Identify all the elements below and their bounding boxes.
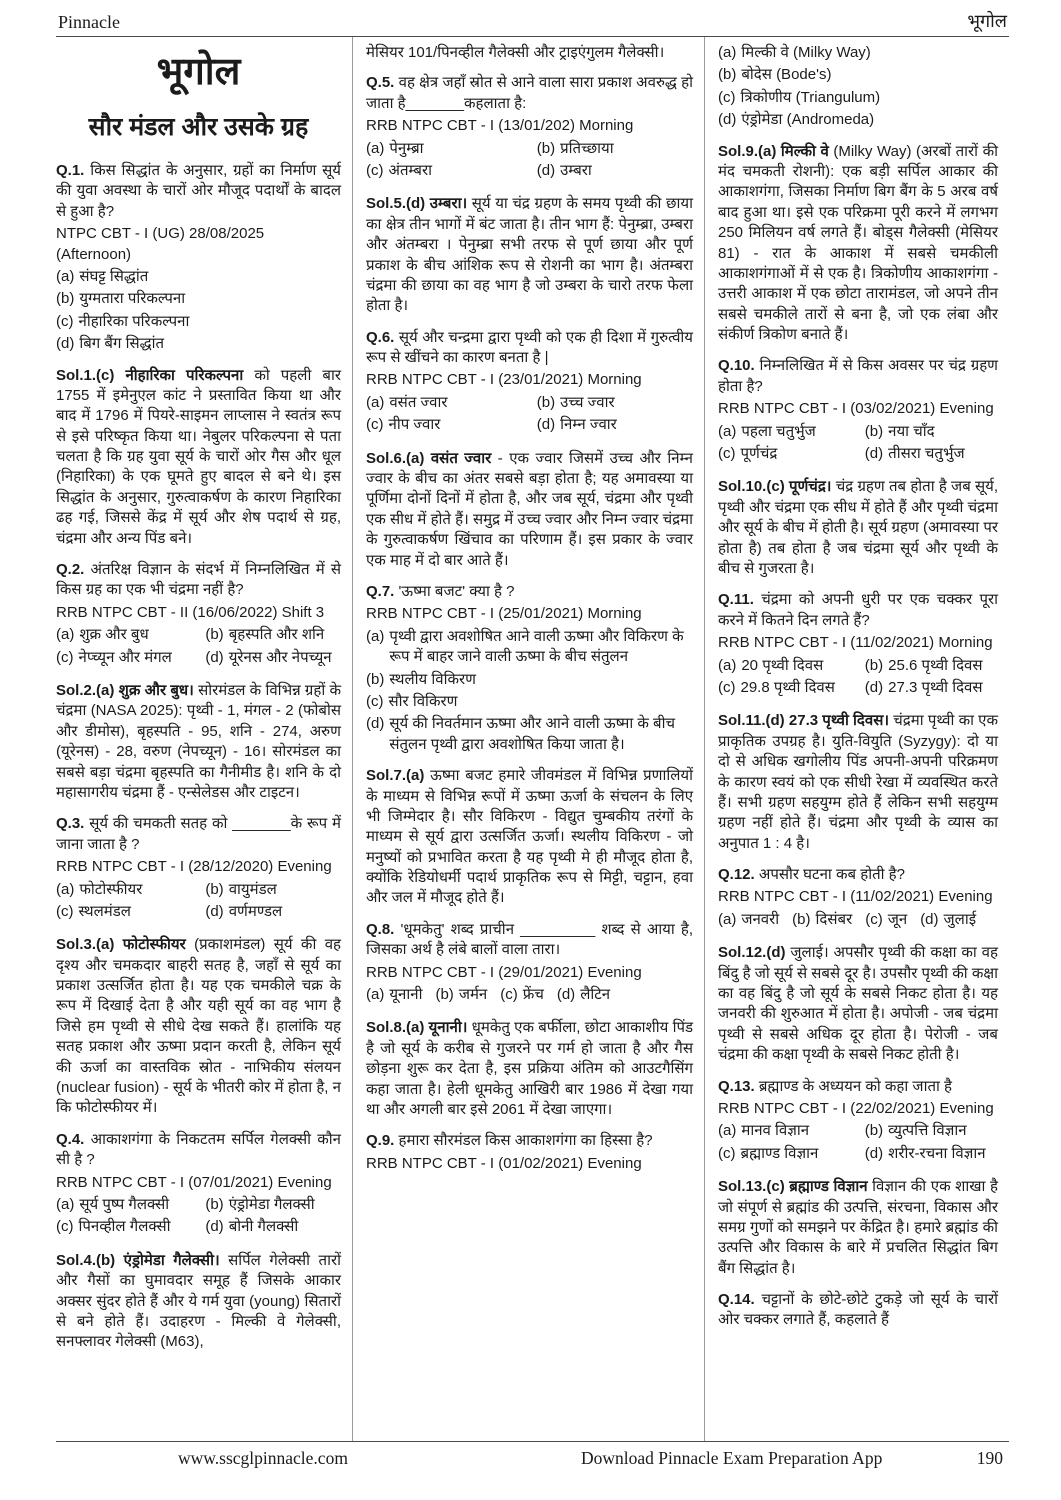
solution-number: Sol.13.(c) xyxy=(718,1178,785,1196)
option-text: बोनी गैलक्सी xyxy=(228,1218,299,1236)
option-key: (a) xyxy=(366,139,385,157)
options-list xyxy=(718,1121,998,1166)
option-key: (c) xyxy=(500,986,518,1004)
option-key: (c) xyxy=(718,1144,736,1162)
option-key: (a) xyxy=(718,44,737,61)
option-text: फोटोस्फीयर xyxy=(79,880,143,898)
question-text: आकाशगंगा के निकटतम सर्पिल गेलक्सी कौन सी है ? xyxy=(56,1130,341,1169)
option-text: वर्णमण्डल xyxy=(228,902,283,920)
question xyxy=(718,356,998,397)
option-item xyxy=(366,670,693,690)
options-list xyxy=(718,656,998,701)
option-key: (b) xyxy=(864,656,884,674)
exam-source: NTPC CBT - I (UG) 28/08/2025 (Afternoon) xyxy=(56,225,265,263)
exam-source: RRB NTPC CBT - I (03/02/2021) Evening xyxy=(718,400,994,418)
question-number: Q.14. xyxy=(718,1291,755,1309)
solution-answer: मिल्की वे xyxy=(780,142,829,160)
option-text: 27.3 पृथ्वी दिवस xyxy=(888,678,983,696)
option-text: व्युत्पत्ति विज्ञान xyxy=(888,1122,967,1140)
option-key: (b) xyxy=(792,910,811,928)
option-key: (d) xyxy=(536,161,556,179)
solution-answer: एंड्रोमेडा गैलेक्सी। xyxy=(123,1251,220,1269)
solution-text: धूमकेतु एक बर्फीला, छोटा आकाशीय पिंड है जो सूर्य के करीब से गुजरने पर गर्म हो जाता है और गैस छोड़ना शुरू कर देता है, इस प्रक्रिया अंतिम को आउटगैसिंग कहा जाता है। हेली धूमकेतु आखिरी बार 1986 में देखा गया था और अगली बार इसे 2061 में देखा जाएगा। xyxy=(366,1019,694,1118)
option-item xyxy=(366,161,533,181)
question-text: 'धूमकेतु' शब्द प्राचीन _________ शब्द से आया है, जिसका अर्थ है लंबे बालों वाला तारा। xyxy=(366,920,693,959)
question-number: Q.5. xyxy=(366,74,395,92)
option-key: (b) xyxy=(718,66,737,84)
option-key: (b) xyxy=(56,290,75,308)
option-item xyxy=(366,415,533,435)
option-item xyxy=(205,902,345,922)
option-text: एंड्रोमेडा गैलक्सी xyxy=(228,1195,315,1213)
option-text: 29.8 पृथ्वी दिवस xyxy=(740,678,835,696)
option-text: त्रिकोणीय (Triangulum) xyxy=(740,88,881,106)
solution-text: विज्ञान की एक शाखा है जो संपूर्ण से ब्रह्मांड की उत्पत्ति, संरचना, विकास और समग्र गुणों को समझने पर केंद्रित है। हमारे ब्रह्मांड की उत्पत्ति और विकास के बारे में प्रचलित सिद्धांत बिग बैंग सिद्धांत है। xyxy=(718,1178,998,1277)
solution-answer: 27.3 पृथ्वी दिवस। xyxy=(788,712,890,730)
solution xyxy=(366,194,693,316)
option-item xyxy=(500,985,544,1005)
option-key: (c) xyxy=(56,1218,74,1236)
option-text: स्थलमंडल xyxy=(78,902,131,920)
exam-source: RRB NTPC CBT - I (22/02/2021) Evening xyxy=(718,1099,994,1117)
option-key: (d) xyxy=(205,902,224,920)
option-text: पृथ्वी द्वारा अवशोषित आने वाली ऊष्मा और विकिरण के रूप में बाहर जाने वाली ऊष्मा के बीच संतुलन xyxy=(389,627,684,666)
option-text: बृहस्पति और शनि xyxy=(228,626,325,644)
solution-answer: शुक्र और बुध। xyxy=(118,681,194,699)
question-text: सूर्य और चन्द्रमा द्वारा पृथ्वी को एक ही दिशा में गुरुत्वीय रूप से खींचने का कारण बनता है | xyxy=(366,328,693,367)
option-key: (a) xyxy=(718,422,737,440)
option-item xyxy=(56,334,341,354)
continuation-paragraph: मेसियर 101/पिनव्हील गैलेक्सी और ट्राइएंगुलम गैलेक्सी। xyxy=(366,44,665,61)
option-item xyxy=(865,656,1002,676)
solution xyxy=(718,1177,998,1279)
question-number: Q.2. xyxy=(56,561,85,579)
option-item xyxy=(537,393,697,413)
option-item xyxy=(718,110,998,130)
option-item xyxy=(56,902,201,922)
solution-answer: पूर्णचंद्र। xyxy=(788,478,832,496)
option-text: उम्बरा xyxy=(560,161,592,179)
option-text: सूर्य की निवर्तमान ऊष्मा और आने वाली ऊष्मा के बीच संतुलन पृथ्वी द्वारा अवशोषित किया जाता है। xyxy=(389,715,676,753)
page-header xyxy=(56,0,1009,37)
footer-website: www.sscglpinnacle.com xyxy=(178,1448,348,1468)
option-item xyxy=(56,880,201,900)
question-number: Q.9. xyxy=(366,1132,395,1150)
option-item xyxy=(718,678,861,698)
solution-text: - एक ज्वार जिसमें उच्च और निम्न ज्वार के बीच का अंतर सबसे बड़ा होता है; यह अमावस्या या पूर्णिमा दोनों दिनों में होता है, और जब सूर्य, चंद्रमा और पृथ्वी एक सीध में होते हैं। समुद्र में उच्च ज्वार और निम्न ज्वार चंद्रमा के गुरुत्वाकर्षण खिंचाव का परिणाम हैं। इस प्रकार के ज्वार एक माह में दो बार आते हैं। xyxy=(366,449,693,569)
option-item xyxy=(718,1144,861,1164)
solution-text: (Milky Way) (अरबों तारों की मंद चमकती रोशनी): एक बड़ी सर्पिल आकार की आकाशगंगा, जिसका निर्माण बिग बैंग के 5 अरब वर्ष बाद हुआ था। इसे एक परिक्रमा पूरी करने में लगभग 250 मिलियन वर्ष लगते हैं। बोड्स गैलेक्सी (मेसियर 81) - रात के आकाश में सबसे चमकीली आकाशगंगाओं में से एक है। त्रिकोणीय आकाशगंगा - उत्तरी आकाश में एक छोटा तारामंडल, जो अपने तीन सबसे चमकीले तारों से बना है, जो एक लंबा और संकीर्ण त्रिकोण बनाते हैं। xyxy=(718,142,998,344)
option-key: (c) xyxy=(865,910,883,928)
question-text: चट्टानों के छोटे-छोटे टुकड़े जो सूर्य के चारों ओर चक्कर लगाते हैं, कहलाते हैं xyxy=(718,1291,998,1329)
question-number: Q.3. xyxy=(56,815,85,833)
solution-text: सूर्य या चंद्र ग्रहण के समय पृथ्वी की छाया का क्षेत्र तीन भागों में बंट जाता है। तीन भाग हैं: पेनुम्ब्रा, उम्बरा और अंतम्बरा । पेनुम्ब्रा सभी तरफ से पूर्ण छाया और पूर्ण प्रकाश के बीच आंशिक रूप से रोशनी का भाग है। अंतम्बरा चंद्रमा की छाया का वह भाग है जो उम्बरा के चारो तरफ फेला होता है। xyxy=(366,195,694,315)
option-text: संघट्ट सिद्धांत xyxy=(79,267,149,285)
solution xyxy=(718,943,998,1065)
option-text: लैटिन xyxy=(580,986,611,1004)
solution-answer: ब्रह्माण्ड विज्ञान xyxy=(789,1178,868,1196)
option-text: नेप्च्यून और मंगल xyxy=(78,648,172,666)
option-text: बोदेस (Bode's) xyxy=(741,66,832,84)
options-list xyxy=(718,422,998,467)
solution-number: Sol.2.(a) xyxy=(56,681,115,699)
option-item xyxy=(56,1217,201,1237)
option-key: (d) xyxy=(718,111,737,129)
option-item xyxy=(718,88,998,108)
option-item xyxy=(718,910,779,930)
option-key: (d) xyxy=(366,715,385,733)
column-1 xyxy=(56,37,352,1441)
options-list xyxy=(366,985,693,1007)
option-item xyxy=(718,444,861,464)
option-text: जनवरी xyxy=(741,910,780,928)
question-text: किस सिद्धांत के अनुसार, ग्रहों का निर्माण सूर्य की युवा अवस्था के चारों ओर मौजूद पदार्थों के बादल से हुआ है? xyxy=(56,162,342,220)
solution xyxy=(718,142,998,346)
solution-text: ऊष्मा बजट हमारे जीवमंडल में विभिन्न प्रणालियों के माध्यम से विभिन्न रूपों में ऊष्मा ऊर्जा के संचलन के लिए भी जिम्मेदार है। सौर विकिरण - विद्युत चुम्बकीय तरंगों के माध्यम से सूर्य द्वारा उत्सर्जित ऊर्जा। स्थलीय विकिरण - जो मनुष्यों को प्रभावित करता है यह पृथ्वी मे ही मौजूद होता है, क्योंकि रेडियोधर्मी पदार्थ प्राकृतिक रूप से मिट्टी, चट्टान, हवा और जल में मौजूद होते हैं। xyxy=(366,767,693,907)
exam-source: RRB NTPC CBT - II (16/06/2022) Shift 3 xyxy=(56,603,325,621)
option-key: (a) xyxy=(56,880,75,898)
exam-source: RRB NTPC CBT - I (11/02/2021) Evening xyxy=(718,888,993,906)
content-columns xyxy=(56,37,1009,1441)
option-item xyxy=(56,648,201,668)
option-item xyxy=(718,65,998,85)
option-item xyxy=(366,692,693,712)
option-item xyxy=(537,139,697,159)
solution-number: Sol.9.(a) xyxy=(718,142,777,160)
option-key: (a) xyxy=(366,986,385,1004)
option-text: प्रतिच्छाया xyxy=(560,139,614,157)
option-item xyxy=(56,289,341,309)
option-key: (d) xyxy=(205,1218,224,1236)
exam-source: RRB NTPC CBT - I (25/01/2021) Morning xyxy=(366,605,642,623)
option-item xyxy=(718,43,998,63)
option-text: जुलाई xyxy=(943,910,977,928)
option-item xyxy=(205,1217,345,1237)
solution-answer: वसंत ज्वार xyxy=(430,449,492,467)
question xyxy=(718,1290,998,1331)
option-item xyxy=(920,910,976,930)
option-key: (d) xyxy=(556,986,576,1004)
question-number: Q.8. xyxy=(366,920,395,938)
option-key: (a) xyxy=(56,1195,75,1213)
option-key: (b) xyxy=(536,139,556,157)
option-item xyxy=(205,625,345,645)
solution-text: चंद्रमा पृथ्वी का एक प्राकृतिक उपग्रह है। युति-वियुति (Syzygy): दो या दो से अधिक खगोलीय पिंड अपनी-अपनी परिक्रमण के कारण स्वयं को एक सीधी रेखा में व्यवस्थित करते हैं। सभी ग्रहण सहयुग्म होते हैं लेकिन सभी सहयुग्म ग्रहण नहीं होते हैं। चंद्रमा और पृथ्वी के व्यास का अनुपात 1 : 4 है। xyxy=(718,712,998,852)
option-key: (c) xyxy=(718,678,736,696)
question-text: निम्नलिखित में से किस अवसर पर चंद्र ग्रहण होता है? xyxy=(718,357,999,395)
option-text: उच्च ज्वार xyxy=(560,393,615,411)
solution-answer: यूनानी। xyxy=(428,1019,468,1037)
option-key: (a) xyxy=(718,1122,737,1140)
option-item xyxy=(366,627,693,668)
solution xyxy=(56,935,341,1119)
option-text: जर्मन xyxy=(458,986,488,1004)
column-3 xyxy=(704,37,1009,1441)
question-number: Q.1. xyxy=(56,162,85,179)
solution-number: Sol.11.(d) xyxy=(718,712,785,730)
solution-number: Sol.7.(a) xyxy=(366,767,425,785)
question-number: Q.13. xyxy=(718,1077,755,1095)
option-text: ब्रह्माण्ड विज्ञान xyxy=(740,1144,819,1162)
option-key: (b) xyxy=(864,422,884,440)
question-text: वह क्षेत्र जहाँ स्रोत से आने वाला सारा प्रकाश अवरुद्ध हो जाता है_______कहलाता है: xyxy=(366,74,693,112)
option-item xyxy=(205,1195,345,1215)
solution-number: Sol.8.(a) xyxy=(366,1019,425,1037)
solution xyxy=(56,366,341,550)
question xyxy=(56,560,341,601)
option-text: निम्न ज्वार xyxy=(560,416,617,434)
question-number: Q.12. xyxy=(718,866,755,884)
options-list xyxy=(56,625,341,670)
option-key: (d) xyxy=(536,416,556,434)
option-text: तीसरा चतुर्भुज xyxy=(888,445,965,463)
question-number: Q.10. xyxy=(718,357,755,375)
option-text: अंतम्बरा xyxy=(388,161,432,179)
option-text: युग्मतारा परिकल्पना xyxy=(79,290,186,308)
option-key: (a) xyxy=(718,656,737,674)
option-key: (a) xyxy=(56,626,75,644)
solution-number: Sol.10.(c) xyxy=(718,478,785,496)
option-text: दिसंबर xyxy=(815,910,853,928)
option-text: 25.6 पृथ्वी दिवस xyxy=(888,656,983,674)
exam-source: RRB NTPC CBT - I (23/01/2021) Morning xyxy=(366,371,642,389)
option-key: (d) xyxy=(864,678,884,696)
question xyxy=(56,161,341,222)
option-text: पहला चतुर्भुज xyxy=(741,422,816,440)
option-item xyxy=(56,1195,201,1215)
solution-number: Sol.4.(b) xyxy=(56,1251,116,1269)
option-key: (b) xyxy=(205,1195,224,1213)
option-item xyxy=(366,393,533,413)
option-key: (b) xyxy=(205,626,224,644)
option-text: नीप ज्वार xyxy=(388,416,441,434)
solution xyxy=(56,1251,341,1353)
exam-source: RRB NTPC CBT - I (11/02/2021) Morning xyxy=(718,634,993,652)
option-key: (d) xyxy=(920,910,939,928)
option-text: जून xyxy=(887,910,908,928)
option-item xyxy=(366,714,693,755)
question-text: चंद्रमा को अपनी धुरी पर एक चक्कर पूरा करने में कितने दिन लगते हैं? xyxy=(718,591,998,629)
option-text: नया चाँद xyxy=(888,422,935,440)
option-item xyxy=(56,312,341,332)
option-item xyxy=(865,1144,1002,1164)
option-item xyxy=(718,656,861,676)
option-key: (b) xyxy=(205,880,224,898)
solution-answer: उम्बरा। xyxy=(429,195,468,213)
question-number: Q.4. xyxy=(56,1130,85,1148)
solution-number: Sol.3.(a) xyxy=(56,936,115,954)
solution-number: Sol.12.(d) xyxy=(718,944,786,962)
option-key: (c) xyxy=(56,902,74,920)
option-item xyxy=(205,880,345,900)
option-text: पिनव्हील गैलक्सी xyxy=(78,1218,171,1236)
footer-page-number: 190 xyxy=(976,1448,1003,1468)
question-text: ब्रह्माण्ड के अध्ययन को कहा जाता है xyxy=(758,1077,953,1095)
solution-text: चंद्र ग्रहण तब होता है जब सूर्य, पृथ्वी और चंद्रमा एक सीध में होते हैं और पृथ्वी चंद्रमा और सूर्य के बीच में होती है। सूर्य ग्रहण (अमावस्या पर होता है) तब होता है जब चंद्रमा सूर्य और पृथ्वी के बीच से गुजरता है। xyxy=(718,478,999,577)
question-number: Q.6. xyxy=(366,328,395,346)
option-text: शरीर-रचना विज्ञान xyxy=(888,1144,986,1162)
exam-source: RRB NTPC CBT - I (28/12/2020) Evening xyxy=(56,858,332,876)
option-item xyxy=(366,985,422,1005)
question xyxy=(366,582,693,602)
options-list xyxy=(366,139,693,184)
options-list xyxy=(366,627,693,755)
question xyxy=(56,814,341,855)
exam-source: RRB NTPC CBT - I (29/01/2021) Evening xyxy=(366,963,642,981)
option-text: मिल्की वे (Milky Way) xyxy=(741,44,871,61)
solution xyxy=(366,1018,693,1120)
option-text: एंड्रोमेडा (Andromeda) xyxy=(741,111,875,129)
option-key: (b) xyxy=(435,986,454,1004)
option-text: यूरेनस और नेपच्यून xyxy=(228,648,332,666)
question-text: सूर्य की चमकती सतह को _______के रूप में जाना जाता है ? xyxy=(56,815,341,853)
option-text: पेनुम्ब्रा xyxy=(389,139,424,157)
question-text: 'ऊष्मा बजट' क्या है ? xyxy=(398,582,515,600)
option-text: पूर्णचंद्र xyxy=(740,445,778,463)
option-key: (c) xyxy=(366,692,384,710)
option-item xyxy=(865,910,907,930)
option-text: वसंत ज्वार xyxy=(389,393,448,411)
solution-text: सर्पिल गेलेक्सी तारों और गैसों का घुमावदार समूह हैं जिसके आकार अक्सर सुंदर होते हैं और ये गर्म युवा (young) सितारों से बने होते हैं। उदाहरण - मिल्की वे गेलेक्सी, सनफ्लावर गेलेक्सी (M63), xyxy=(56,1251,341,1351)
options-list xyxy=(56,1195,341,1240)
solution-answer: नीहारिका परिकल्पना xyxy=(125,366,244,384)
question-text: अपसौर घटना कब होती है? xyxy=(758,866,905,884)
option-text: बिग बैंग सिद्धांत xyxy=(79,335,165,353)
option-key: (d) xyxy=(864,445,884,463)
option-key: (d) xyxy=(205,648,224,666)
option-item xyxy=(865,678,1002,698)
option-item xyxy=(205,648,345,668)
question-number: Q.11. xyxy=(718,591,754,609)
option-item xyxy=(865,422,1002,442)
options-list xyxy=(56,267,341,355)
column-2 xyxy=(352,37,704,1441)
page-footer xyxy=(56,1441,1009,1486)
option-text: यूनानी xyxy=(389,986,423,1004)
question xyxy=(366,1131,693,1151)
option-text: 20 पृथ्वी दिवस xyxy=(741,656,824,674)
question xyxy=(366,73,693,114)
option-key: (c) xyxy=(366,161,384,179)
question xyxy=(718,865,998,885)
option-text: सौर विकिरण xyxy=(388,692,458,710)
options-list xyxy=(56,880,341,925)
option-key: (a) xyxy=(366,393,385,411)
question-number: Q.7. xyxy=(366,582,395,600)
option-item xyxy=(865,444,1002,464)
exam-source: RRB NTPC CBT - I (13/01/202) Morning xyxy=(366,117,634,135)
solution-text: सोरमंडल के विभिन्न ग्रहों के चंद्रमा (NASA 2025): पृथ्वी - 1, मंगल - 2 (फोबोस और डीमोस), बृहस्पति - 95, शनि - 274, अरुण (यूरेनस) - 28, वरुण (नेपच्यून) - 16। सोरमंडल का सबसे बड़ा चंद्रमा बृहस्पति का गैनीमीड है। शनि के दो महासागरीय चंद्रमा हैं - एन्सेलेडस और टाइटन। xyxy=(56,681,342,801)
option-key: (a) xyxy=(366,627,385,645)
brand-name: Pinnacle xyxy=(58,12,120,32)
solution-number: Sol.1.(c) xyxy=(56,366,115,384)
option-key: (c) xyxy=(56,648,74,666)
solution-answer: फोटोस्फीयर xyxy=(122,936,186,954)
option-item xyxy=(718,422,861,442)
option-text: नीहारिका परिकल्पना xyxy=(78,312,190,330)
option-item xyxy=(537,415,697,435)
option-text: स्थलीय विकिरण xyxy=(389,670,476,688)
solution-text: जुलाई। अपसौर पृथ्वी की कक्षा का वह बिंदु है जो सूर्य से सबसे दूर है। उपसौर पृथ्वी की कक्षा का वह बिंदु है जो सूर्य के सबसे निकट होता है। यह जनवरी की शुरुआत में होता है। अपोजी - जब चंद्रमा पृथ्वी से सबसे अधिक दूर होता है। पेरोजी - जब चंद्रमा की कक्षा पृथ्वी के सबसे निकट होती है। xyxy=(718,944,998,1064)
option-key: (d) xyxy=(864,1144,884,1162)
option-key: (c) xyxy=(366,416,384,434)
options-list xyxy=(718,43,998,131)
chapter-title: भूगोल xyxy=(156,51,241,93)
question xyxy=(718,1077,998,1097)
option-key: (a) xyxy=(56,267,75,285)
option-text: फ्रेंच xyxy=(522,986,544,1004)
options-list xyxy=(718,910,998,932)
option-item xyxy=(792,910,852,930)
option-item xyxy=(435,985,487,1005)
solution xyxy=(366,449,693,571)
exam-source: RRB NTPC CBT - I (07/01/2021) Evening xyxy=(56,1173,332,1191)
question xyxy=(56,1130,341,1171)
option-item xyxy=(718,1121,861,1141)
option-text: मानव विज्ञान xyxy=(741,1122,810,1140)
solution xyxy=(56,681,341,803)
option-item xyxy=(537,161,697,181)
option-key: (a) xyxy=(718,910,737,928)
option-key: (c) xyxy=(718,445,736,463)
option-key: (c) xyxy=(718,88,736,106)
option-item xyxy=(366,139,533,159)
option-key: (d) xyxy=(56,335,75,353)
option-key: (c) xyxy=(56,312,74,330)
solution xyxy=(718,477,998,579)
option-item xyxy=(865,1121,1002,1141)
chapter-subtitle: सौर मंडल और उसके ग्रह xyxy=(88,112,309,141)
option-text: शुक्र और बुध xyxy=(79,626,149,644)
solution xyxy=(718,711,998,854)
solution-number: Sol.6.(a) xyxy=(366,449,425,467)
question xyxy=(366,328,693,369)
options-list xyxy=(366,393,693,438)
solution xyxy=(366,766,693,909)
solution-text: (प्रकाशमंडल) सूर्य की वह दृश्य और चमकदार बाहरी सतह है, जहाँ से सूर्य का प्रकाश उत्सर्जित होता है। यह एक चमकीले चक्र के रूप में दिखाई देता है और यही सूर्य का वह भाग है जिसे हम पृथ्वी से सीधे देख सकते हैं। हालांकि यह सतह प्रकाश और ऊष्मा प्रदान करती है, लेकिन सूर्य की ऊर्जा का वास्तविक स्रोत - नाभिकीय संलयन (nuclear fusion) - सूर्य के भीतरी कोर में होता है, न कि फोटोस्फीयर में। xyxy=(56,936,341,1117)
option-key: (b) xyxy=(536,393,556,411)
option-key: (b) xyxy=(864,1122,884,1140)
question xyxy=(366,920,693,961)
option-item xyxy=(557,985,610,1005)
footer-app-text: Download Pinnacle Exam Preparation App xyxy=(581,1448,883,1468)
solution-text: को पहली बार 1755 में इमेनुएल कांट ने प्रस्तावित किया था और बाद में 1796 में पियरे-साइमन लाप्लास ने स्वतंत्र रूप से इसे परिष्कृत किया था। नेबुलर परिकल्पना से पता चलता है कि ग्रह युवा सूर्य के चारों ओर गैस और धूल (निहारिका) के एक घूमते हुए बादल से बने थे। इस सिद्धांत के अनुसार, गुरुत्वाकर्षण के कारण निहारिका ढह गई, जिससे केंद्र में सूर्य और शेष पदार्थ से ग्रह, चंद्रमा और अन्य पिंड बने। xyxy=(56,366,341,547)
exam-source: RRB NTPC CBT - I (01/02/2021) Evening xyxy=(366,1154,642,1172)
question-text: हमारा सौरमंडल किस आकाशगंगा का हिस्सा है? xyxy=(398,1132,653,1150)
option-text: सूर्य पुष्प गैलक्सी xyxy=(79,1195,170,1213)
question xyxy=(718,590,998,631)
question-text: अंतरिक्ष विज्ञान के संदर्भ में निम्नलिखित में से किस ग्रह का एक भी चंद्रमा नहीं है? xyxy=(56,561,342,599)
option-item xyxy=(56,267,341,287)
option-text: वायुमंडल xyxy=(228,880,277,898)
header-chapter-title: भूगोल xyxy=(967,11,1007,31)
option-item xyxy=(56,625,201,645)
solution-number: Sol.5.(d) xyxy=(366,195,426,213)
option-key: (b) xyxy=(366,670,385,688)
